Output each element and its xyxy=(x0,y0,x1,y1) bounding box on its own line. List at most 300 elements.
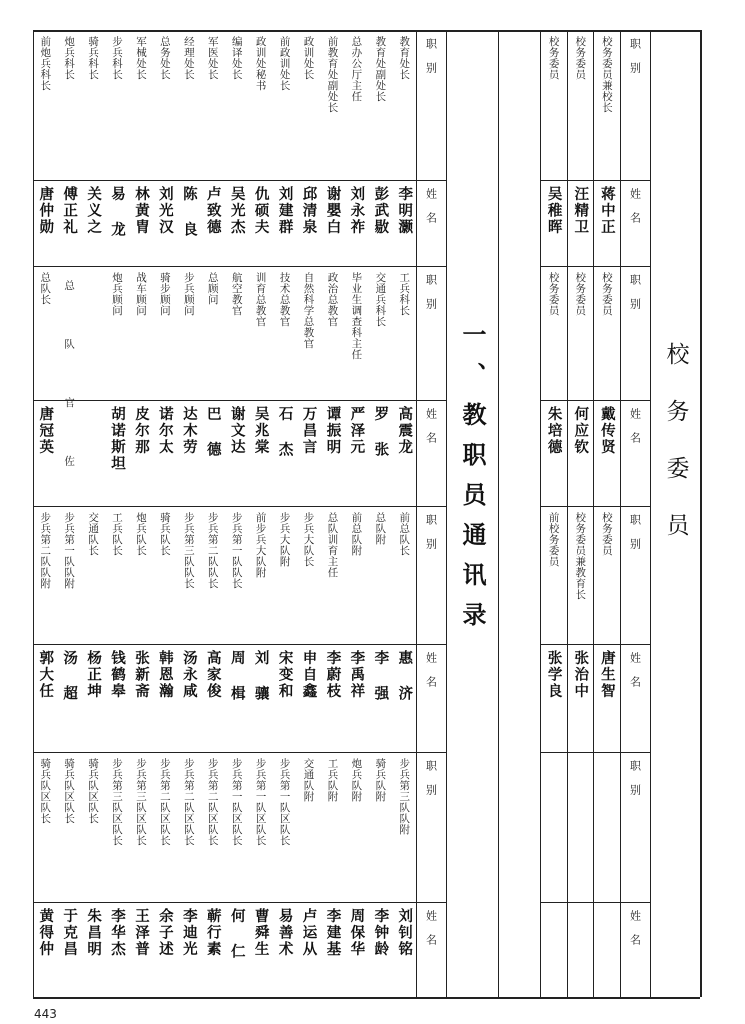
staff-role: 工兵队长 xyxy=(111,512,124,556)
staff-name-cell xyxy=(105,908,129,995)
staff-name: 严泽元 xyxy=(348,406,366,456)
staff-name-cell xyxy=(129,908,153,995)
staff-role-cell xyxy=(368,36,392,178)
section-heading-cell xyxy=(446,322,498,742)
staff-role: 交通队附 xyxy=(302,758,315,802)
header-name: 姓 名 xyxy=(628,188,642,223)
staff-role: 政训处长 xyxy=(302,36,315,80)
committee-role-cell xyxy=(540,512,567,642)
header-role: 职 别 xyxy=(628,514,642,549)
header-name-cell xyxy=(416,408,446,506)
staff-name: 陈 良 xyxy=(180,186,198,238)
committee-name-cell xyxy=(540,186,567,264)
staff-role: 步兵第二队队附 xyxy=(39,512,52,589)
staff-name-cell xyxy=(344,908,368,995)
header-role: 职 别 xyxy=(628,760,642,795)
staff-role-cell xyxy=(320,36,344,178)
staff-role: 步兵第三队区队长 xyxy=(111,758,124,846)
staff-name: 李明灏 xyxy=(396,186,414,236)
staff-name: 仇硕夫 xyxy=(252,186,270,236)
header-role-cell xyxy=(620,274,650,400)
staff-role-cell xyxy=(129,512,153,642)
committee-name: 汪精卫 xyxy=(572,186,590,236)
staff-role: 步兵第三队队长 xyxy=(182,512,195,589)
staff-name-cell xyxy=(368,650,392,750)
staff-role: 骑兵队附 xyxy=(374,758,387,802)
rule-line xyxy=(33,266,446,267)
staff-name-cell xyxy=(81,406,105,504)
header-role-cell xyxy=(416,760,446,902)
staff-name: 宋变和 xyxy=(276,650,294,700)
rule-line xyxy=(33,644,446,645)
committee-name: 戴传贤 xyxy=(598,406,616,456)
staff-role-cell xyxy=(344,512,368,642)
committee-role: 校务委员兼教育长 xyxy=(574,512,587,600)
staff-name-cell xyxy=(153,186,177,264)
staff-name-cell xyxy=(225,186,249,264)
staff-role: 编译处长 xyxy=(230,36,243,80)
staff-role: 训育总教官 xyxy=(254,272,267,327)
staff-name: 吴光杰 xyxy=(228,186,246,236)
staff-role-cell xyxy=(225,758,249,900)
staff-name-cell xyxy=(320,406,344,504)
header-role-cell xyxy=(416,38,446,180)
page-number: 443 xyxy=(34,1007,57,1021)
staff-name-cell xyxy=(105,650,129,750)
staff-name: 李禹祥 xyxy=(348,650,366,700)
staff-role: 总顾问 xyxy=(206,272,219,305)
staff-name: 张新斋 xyxy=(132,650,150,700)
rule-line xyxy=(593,752,594,997)
staff-role-cell xyxy=(81,512,105,642)
staff-name-cell xyxy=(153,650,177,750)
document-sheet xyxy=(28,22,708,1010)
committee-name: 张学良 xyxy=(545,650,563,700)
staff-name-cell xyxy=(272,908,296,995)
committee-name: 张治中 xyxy=(572,650,590,700)
staff-role: 步兵第一队区队长 xyxy=(230,758,243,846)
staff-name: 周保华 xyxy=(348,908,366,958)
committee-role: 校务委员 xyxy=(547,36,560,80)
staff-role-cell xyxy=(272,512,296,642)
committee-name-cell xyxy=(593,186,620,264)
staff-role: 步兵第一队队附 xyxy=(63,512,76,589)
staff-role-cell xyxy=(153,758,177,900)
staff-role: 前总队附 xyxy=(350,512,363,556)
staff-name: 于克昌 xyxy=(61,908,79,958)
staff-role: 步兵大队附 xyxy=(278,512,291,567)
header-name-cell xyxy=(620,188,650,266)
staff-name: 郭大任 xyxy=(37,650,55,700)
staff-name-cell xyxy=(320,186,344,264)
staff-role-cell xyxy=(129,36,153,178)
staff-role: 步兵第二队区队长 xyxy=(182,758,195,846)
staff-role: 步兵第二队队长 xyxy=(206,512,219,589)
staff-role-cell xyxy=(177,36,201,178)
staff-role: 自然科学总教官 xyxy=(302,272,315,349)
staff-name-cell xyxy=(368,186,392,264)
staff-role: 炮兵顾问 xyxy=(111,272,124,316)
staff-role-cell xyxy=(57,758,81,900)
staff-name: 惠 济 xyxy=(396,650,414,702)
staff-name-cell xyxy=(392,406,416,504)
staff-name: 蕲行素 xyxy=(204,908,222,958)
staff-name-cell xyxy=(129,650,153,750)
staff-role: 总队长 xyxy=(39,272,52,305)
staff-role: 总队附 xyxy=(374,512,387,545)
committee-name-cell xyxy=(567,406,594,504)
rule-line xyxy=(33,180,446,181)
staff-role-cell xyxy=(225,272,249,398)
staff-name-cell xyxy=(368,908,392,995)
staff-role-cell xyxy=(153,272,177,398)
staff-name-cell xyxy=(368,406,392,504)
staff-name-cell xyxy=(296,650,320,750)
staff-role: 交通兵科长 xyxy=(374,272,387,327)
committee-role-cell xyxy=(567,36,594,178)
committee-role: 校务委员兼校长 xyxy=(600,36,613,113)
staff-role-cell xyxy=(105,512,129,642)
staff-role-cell xyxy=(344,36,368,178)
staff-role-cell xyxy=(272,758,296,900)
staff-name: 余子述 xyxy=(156,908,174,958)
header-role: 职 别 xyxy=(424,38,438,73)
staff-name: 巴 德 xyxy=(204,406,222,458)
committee-role-cell xyxy=(540,272,567,398)
staff-name-cell xyxy=(392,908,416,995)
staff-name: 李迪光 xyxy=(180,908,198,958)
staff-name: 汤 超 xyxy=(61,650,79,702)
header-role-cell xyxy=(620,514,650,644)
staff-name: 曹舜生 xyxy=(252,908,270,958)
header-name-cell xyxy=(416,910,446,997)
staff-name: 谭振明 xyxy=(324,406,342,456)
header-role-cell xyxy=(416,274,446,400)
staff-role: 政治总教官 xyxy=(326,272,339,327)
rule-line xyxy=(33,902,446,903)
staff-role: 教育处长 xyxy=(398,36,411,80)
staff-role: 骑兵队区队长 xyxy=(39,758,52,824)
staff-name: 吴兆棠 xyxy=(252,406,270,456)
staff-role-cell xyxy=(33,758,57,900)
staff-role: 毕业生调查科主任 xyxy=(350,272,363,360)
staff-role: 炮兵队长 xyxy=(134,512,147,556)
staff-name: 邱清泉 xyxy=(300,186,318,236)
staff-name-cell xyxy=(201,406,225,504)
staff-role-cell xyxy=(392,36,416,178)
staff-name: 韩恩瀚 xyxy=(156,650,174,700)
staff-role: 前教育处副处长 xyxy=(326,36,339,113)
staff-name-cell xyxy=(201,650,225,750)
staff-name-cell xyxy=(129,406,153,504)
staff-name: 李华杰 xyxy=(109,908,127,958)
staff-name: 刘钊铭 xyxy=(396,908,414,958)
staff-name: 李建基 xyxy=(324,908,342,958)
staff-name-cell xyxy=(33,650,57,750)
rule-line xyxy=(540,752,650,753)
staff-name: 刘 骧 xyxy=(252,650,270,702)
staff-role: 前步兵大队附 xyxy=(254,512,267,578)
committee-name: 唐生智 xyxy=(598,650,616,700)
rule-line xyxy=(540,400,650,401)
staff-role-cell xyxy=(57,280,81,500)
staff-name-cell xyxy=(153,908,177,995)
header-role: 职 别 xyxy=(424,274,438,309)
rule-line xyxy=(540,506,650,507)
committee-name-cell xyxy=(593,406,620,504)
staff-role: 步兵第一队区队长 xyxy=(278,758,291,846)
rule-line xyxy=(700,30,702,997)
staff-name-cell xyxy=(57,650,81,750)
committee-role-cell xyxy=(567,512,594,642)
staff-role-cell xyxy=(129,758,153,900)
staff-name: 黄得仲 xyxy=(37,908,55,958)
staff-name: 刘永祚 xyxy=(348,186,366,236)
staff-role-cell xyxy=(57,512,81,642)
staff-role-cell xyxy=(177,512,201,642)
rule-line xyxy=(33,30,700,32)
staff-role-cell xyxy=(392,758,416,900)
staff-role: 交通队长 xyxy=(87,512,100,556)
header-name: 姓 名 xyxy=(628,910,642,945)
staff-role-cell xyxy=(105,758,129,900)
staff-name: 卢运从 xyxy=(300,908,318,958)
staff-name-cell xyxy=(105,406,129,504)
staff-name-cell xyxy=(344,650,368,750)
staff-name-cell xyxy=(225,650,249,750)
staff-name: 罗 张 xyxy=(372,406,390,458)
staff-name: 关义之 xyxy=(85,186,103,236)
staff-role: 步兵顾问 xyxy=(182,272,195,316)
staff-name-cell xyxy=(81,186,105,264)
staff-name: 达木劳 xyxy=(180,406,198,456)
staff-role-cell xyxy=(344,272,368,398)
staff-name: 石 杰 xyxy=(276,406,294,458)
page-title: 校务委员 xyxy=(662,342,689,570)
staff-name: 钱鹤皋 xyxy=(109,650,127,700)
staff-name-cell xyxy=(153,406,177,504)
staff-role-cell xyxy=(225,36,249,178)
header-role-cell xyxy=(416,514,446,644)
header-role: 职 别 xyxy=(424,514,438,549)
staff-role-cell xyxy=(392,272,416,398)
staff-role-cell xyxy=(129,272,153,398)
staff-role: 步兵大队长 xyxy=(302,512,315,567)
staff-name-cell xyxy=(105,186,129,264)
staff-role: 骑兵队区队长 xyxy=(63,758,76,824)
staff-name: 李蔚枝 xyxy=(324,650,342,700)
staff-name-cell xyxy=(320,650,344,750)
staff-role-cell xyxy=(153,36,177,178)
staff-role: 骑步顾问 xyxy=(158,272,171,316)
header-role-cell xyxy=(620,760,650,902)
staff-name: 谢文达 xyxy=(228,406,246,456)
committee-name: 朱培德 xyxy=(545,406,563,456)
staff-name: 何 仁 xyxy=(228,908,246,960)
committee-name-cell xyxy=(567,186,594,264)
committee-role-cell xyxy=(593,512,620,642)
staff-role-cell xyxy=(320,272,344,398)
staff-name: 李 强 xyxy=(372,650,390,702)
committee-name-cell xyxy=(540,650,567,750)
staff-name-cell xyxy=(201,186,225,264)
staff-role-cell xyxy=(248,36,272,178)
staff-name: 易善术 xyxy=(276,908,294,958)
staff-role-cell xyxy=(33,36,57,178)
staff-name: 唐冠英 xyxy=(37,406,55,456)
committee-role-cell xyxy=(593,272,620,398)
header-name: 姓 名 xyxy=(424,188,438,223)
staff-role: 步兵第三队队附 xyxy=(398,758,411,835)
staff-name-cell xyxy=(57,908,81,995)
staff-name-cell xyxy=(392,650,416,750)
staff-role: 骑兵科长 xyxy=(87,36,100,80)
staff-role-cell xyxy=(81,36,105,178)
section-heading: 一、教职员通讯录 xyxy=(458,322,487,642)
staff-name: 谢嬰白 xyxy=(324,186,342,236)
rule-line xyxy=(33,752,446,753)
rule-line xyxy=(33,506,446,507)
staff-role-cell xyxy=(153,512,177,642)
rule-line xyxy=(540,180,650,181)
committee-role-cell xyxy=(540,36,567,178)
committee-role: 校务委员 xyxy=(574,272,587,316)
committee-name: 蒋中正 xyxy=(598,186,616,236)
staff-name-cell xyxy=(57,186,81,264)
staff-role-cell xyxy=(201,512,225,642)
staff-role-cell xyxy=(105,272,129,398)
staff-role-cell xyxy=(272,36,296,178)
staff-name: 高震龙 xyxy=(396,406,414,456)
staff-name-cell xyxy=(177,650,201,750)
staff-name-cell xyxy=(272,650,296,750)
staff-name: 卢致德 xyxy=(204,186,222,236)
staff-name: 杨正坤 xyxy=(85,650,103,700)
staff-role-cell xyxy=(33,272,57,398)
page-title-cell xyxy=(650,342,700,722)
committee-name-cell xyxy=(567,650,594,750)
committee-role: 校务委员 xyxy=(547,272,560,316)
header-name-cell xyxy=(416,652,446,752)
header-name: 姓 名 xyxy=(424,652,438,687)
staff-role: 步兵第一队队长 xyxy=(230,512,243,589)
staff-role-cell xyxy=(248,758,272,900)
staff-name: 诺尔太 xyxy=(156,406,174,456)
staff-role-cell xyxy=(368,512,392,642)
staff-role-cell xyxy=(201,272,225,398)
rule-line xyxy=(33,997,700,999)
staff-role: 前总队长 xyxy=(398,512,411,556)
staff-role: 步兵第二队区队长 xyxy=(158,758,171,846)
header-name: 姓 名 xyxy=(424,408,438,443)
staff-name-cell xyxy=(81,650,105,750)
staff-role: 前政训处长 xyxy=(278,36,291,91)
committee-role: 前校务委员 xyxy=(547,512,560,567)
staff-name-cell xyxy=(296,908,320,995)
staff-name: 彭武敭 xyxy=(372,186,390,236)
header-name-cell xyxy=(620,408,650,506)
staff-role-cell xyxy=(248,512,272,642)
staff-role: 战车顾问 xyxy=(134,272,147,316)
staff-role: 教育处副处长 xyxy=(374,36,387,102)
staff-name-cell xyxy=(272,406,296,504)
rule-line xyxy=(498,30,499,997)
staff-name-cell xyxy=(272,186,296,264)
committee-name: 吴稚晖 xyxy=(545,186,563,236)
staff-role: 技术总教官 xyxy=(278,272,291,327)
header-name: 姓 名 xyxy=(628,408,642,443)
staff-name-cell xyxy=(201,908,225,995)
staff-role: 炮兵队附 xyxy=(350,758,363,802)
staff-name: 易 龙 xyxy=(109,186,127,238)
committee-role-cell xyxy=(567,272,594,398)
staff-role: 步兵第三队区队长 xyxy=(134,758,147,846)
staff-role: 总 队 官 佐 xyxy=(63,280,76,484)
staff-name-cell xyxy=(248,650,272,750)
staff-name: 周 楫 xyxy=(228,650,246,702)
staff-role: 骑兵队区队长 xyxy=(87,758,100,824)
staff-role-cell xyxy=(392,512,416,642)
committee-role-cell xyxy=(593,36,620,178)
staff-name-cell xyxy=(344,186,368,264)
rule-line xyxy=(540,902,650,903)
staff-name: 汤永咸 xyxy=(180,650,198,700)
staff-role-cell xyxy=(248,272,272,398)
staff-name-cell xyxy=(248,186,272,264)
staff-role-cell xyxy=(81,272,105,398)
staff-name-cell xyxy=(177,908,201,995)
rule-line xyxy=(567,752,568,997)
committee-name-cell xyxy=(593,650,620,750)
staff-role-cell xyxy=(272,272,296,398)
staff-role-cell xyxy=(368,758,392,900)
staff-name-cell xyxy=(81,908,105,995)
staff-name: 申自鑫 xyxy=(300,650,318,700)
staff-role: 工兵队附 xyxy=(326,758,339,802)
staff-name: 唐仲勋 xyxy=(37,186,55,236)
staff-role-cell xyxy=(81,758,105,900)
staff-name-cell xyxy=(296,406,320,504)
staff-role-cell xyxy=(344,758,368,900)
staff-role: 步兵科长 xyxy=(111,36,124,80)
staff-name: 万昌言 xyxy=(300,406,318,456)
staff-name-cell xyxy=(344,406,368,504)
header-role: 职 别 xyxy=(424,760,438,795)
rule-line xyxy=(540,266,650,267)
staff-role-cell xyxy=(225,512,249,642)
staff-role-cell xyxy=(105,36,129,178)
staff-name: 胡诺斯坦 xyxy=(109,406,127,472)
staff-role: 骑兵队长 xyxy=(158,512,171,556)
header-role: 职 别 xyxy=(628,38,642,73)
staff-name-cell xyxy=(248,406,272,504)
rule-line xyxy=(540,644,650,645)
staff-name-cell xyxy=(129,186,153,264)
staff-role: 前炮兵科长 xyxy=(39,36,52,91)
staff-name-cell xyxy=(248,908,272,995)
staff-role: 总办公厅主任 xyxy=(350,36,363,102)
staff-role: 经理处长 xyxy=(182,36,195,80)
staff-role: 总务处长 xyxy=(158,36,171,80)
staff-role: 步兵第一队区队长 xyxy=(254,758,267,846)
staff-name: 刘建群 xyxy=(276,186,294,236)
staff-name-cell xyxy=(392,186,416,264)
staff-name-cell xyxy=(177,186,201,264)
header-name: 姓 名 xyxy=(628,652,642,687)
staff-role-cell xyxy=(296,272,320,398)
staff-name: 林黄胄 xyxy=(132,186,150,236)
staff-role: 军械处长 xyxy=(134,36,147,80)
